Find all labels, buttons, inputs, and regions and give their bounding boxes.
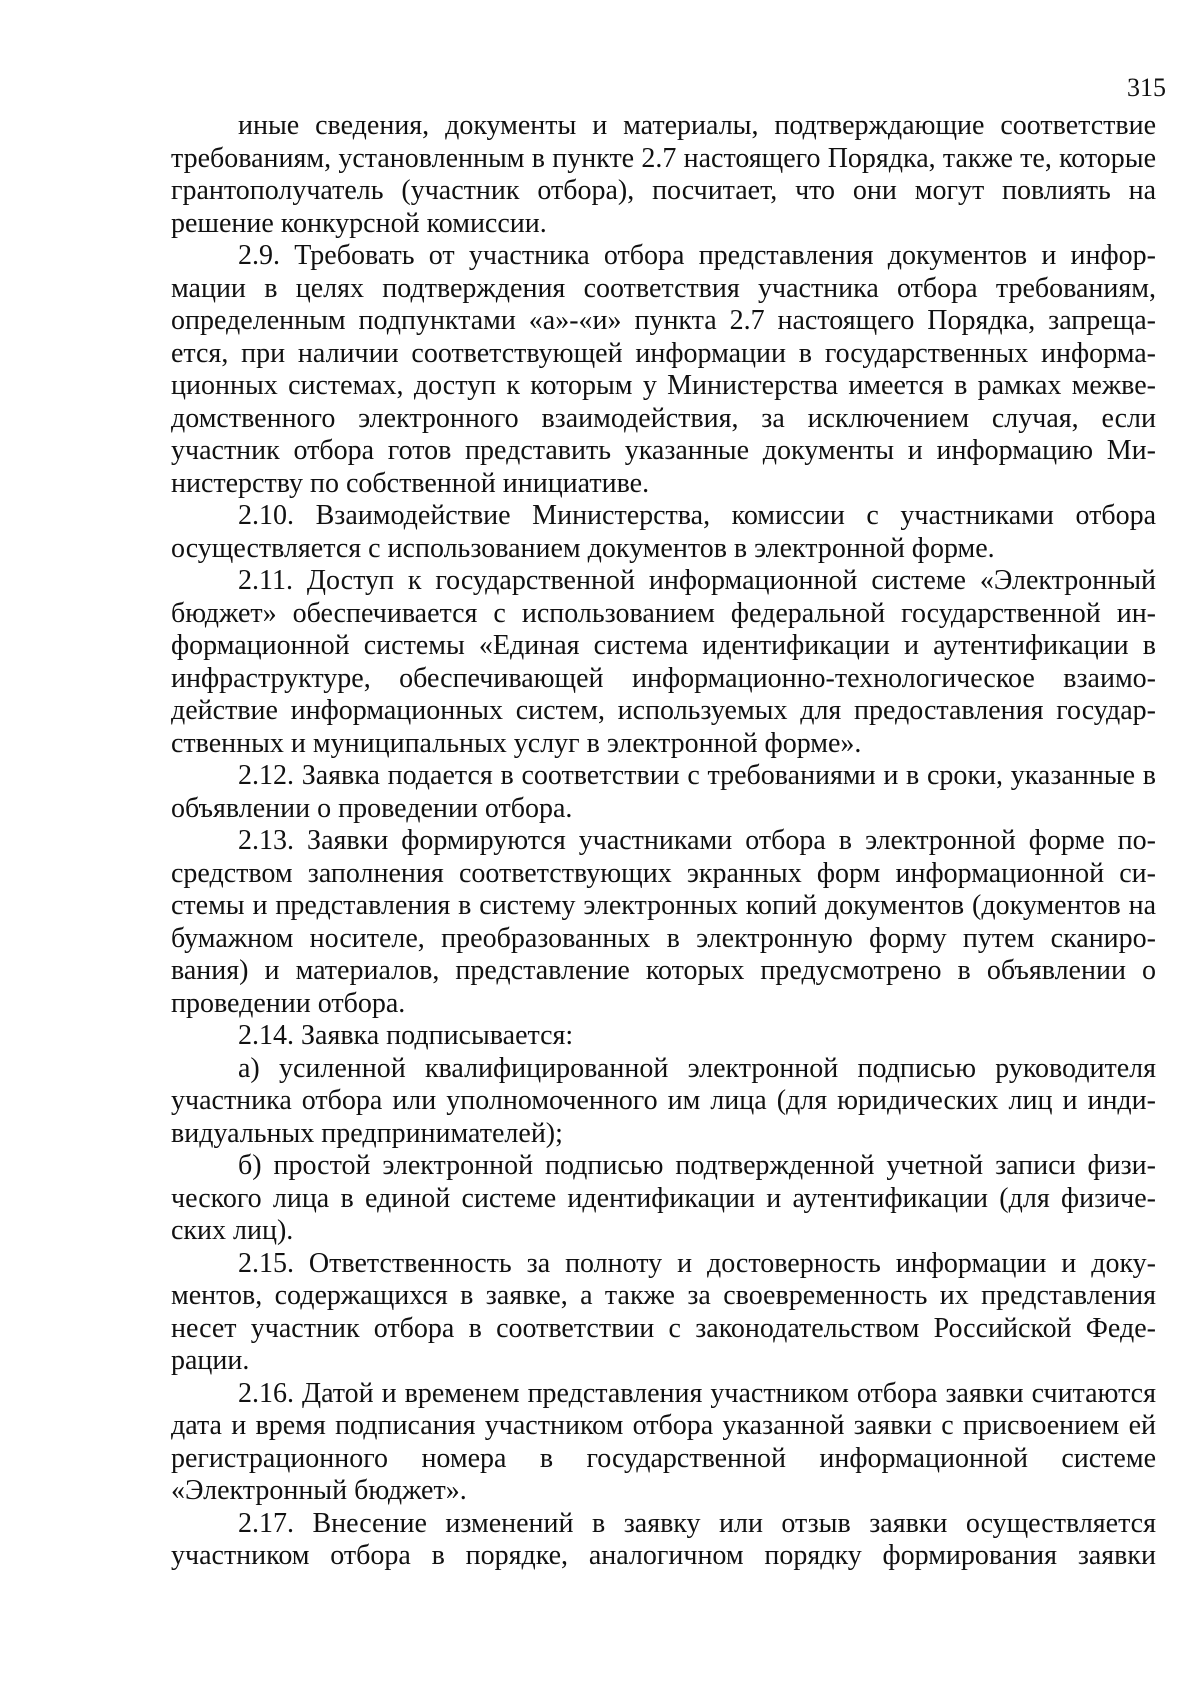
paragraph-2-11: 2.11. Доступ к государственной информационной системе «Электронный бюджет» обеспечивается с использованием федеральной государственной информационной системы «Единая система идентификации и аутентификации в инфраструктуре, обеспечивающей информационно-технологическое взаимодействие информационных систем, используемых для предоставления государственных и муниципальных услуг в электронной форме». (171, 565, 1156, 759)
paragraph-2-12: 2.12. Заявка подается в соответствии с требованиями и в сроки, указанные в объявлении о проведении отбора. (171, 760, 1156, 824)
paragraph-2-14-a: а) усиленной квалифицированной электронной подписью руководителя участника отбора или уполномоченного им лица (для юридических лиц и индивидуальных предпринимателей); (171, 1052, 1156, 1149)
paragraph-2-13: 2.13. Заявки формируются участниками отбора в электронной форме посредством заполнения соответствующих экранных форм информационной системы и представления в систему электронных копий документов (документов на бумажном носителе, преобразованных в электронную форму путем сканирования) и материалов, представление которых предусмотрено в объявлении о проведении отбора. (171, 825, 1156, 1019)
paragraph-2-16: 2.16. Датой и временем представления участником отбора заявки считаются дата и время подписания участником отбора указанной заявки с присвоением ей регистрационного номера в государственной информационной системе «Электронный бюджет». (171, 1377, 1156, 1506)
page-number: 315 (1127, 73, 1166, 102)
paragraph-2-14: 2.14. Заявка подписывается: (238, 1020, 574, 1051)
paragraph-2-15: 2.15. Ответственность за полноту и достоверность информации и документов, содержащихся в заявке, а также за своевременность их представления несет участник отбора в соответствии с законодательством Российской Федерации. (171, 1247, 1156, 1376)
paragraph-2-14-b: б) простой электронной подписью подтвержденной учетной записи физического лица в единой системе идентификации и аутентификации (для физических лиц). (171, 1150, 1156, 1246)
paragraph-2-17: 2.17. Внесение изменений в заявку или отзыв заявки осуществляется участником отбора в порядке, аналогичном порядку формирования заявки (171, 1507, 1156, 1571)
paragraph-2-10: 2.10. Взаимодействие Министерства, комиссии с участниками отбора осуществляется с использованием документов в электронной форме. (171, 500, 1156, 564)
paragraph-2-9: 2.9. Требовать от участника отбора представления документов и информации в целях подтверждения соответствия участника отбора требованиям, определенным подпунктами «а»-«и» пункта 2.7 настоящего Порядка, запрещается, при наличии соответствующей информации в государственных информационных системах, доступ к которым у Министерства имеется в рамках межведомственного электронного взаимодействия, за исключением случая, если участник отбора готов представить указанные документы и информацию Министерству по собственной инициативе. (171, 240, 1156, 499)
document-body (171, 110, 1156, 1573)
paragraph-continuation: иные сведения, документы и материалы, подтверждающие соответствие требованиям, установленным в пункте 2.7 настоящего Порядка, также те, которые грантополучатель (участник отбора), посчитает, что они могут повлиять на решение конкурсной комиссии. (171, 110, 1156, 239)
